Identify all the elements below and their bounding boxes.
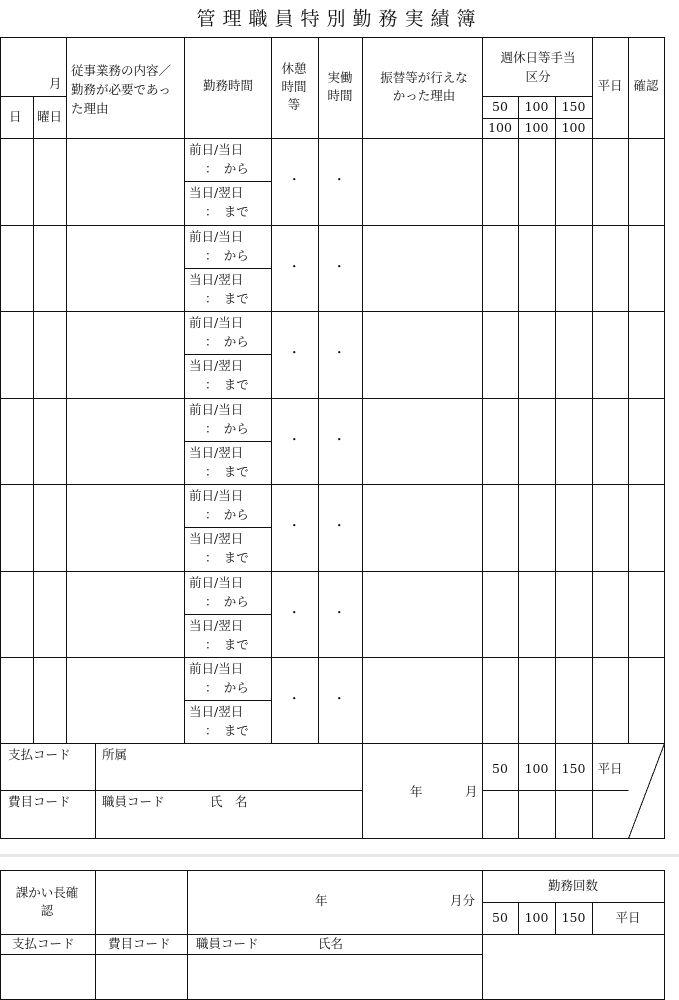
break-dot-2: ・	[288, 259, 301, 274]
name-label: 氏 名	[210, 794, 248, 809]
confirm-header: 確認	[633, 78, 659, 93]
rate2-100c: 100	[561, 120, 586, 135]
from-time-1: ： から	[205, 161, 249, 176]
page-title: 管理職員特別勤務実績簿	[196, 8, 483, 30]
to-time-5: ： まで	[205, 550, 249, 565]
to-label-7: 当日/翌日	[189, 704, 244, 719]
actual-dot-4: ・	[333, 432, 346, 447]
bottom-weekday: 平日	[615, 910, 641, 925]
bottom-name-label: 氏名	[318, 936, 344, 951]
bottom-rate-150: 150	[561, 910, 586, 925]
from-time-2: ： から	[205, 248, 249, 263]
footer-year-label: 年	[410, 784, 423, 799]
from-time-6: ： から	[205, 594, 249, 609]
break-dot-7: ・	[288, 691, 301, 706]
bottom-rate-100: 100	[524, 910, 549, 925]
rate2-100b: 100	[524, 120, 549, 135]
break-header: 休憩時間等	[281, 61, 307, 112]
to-time-7: ： まで	[205, 723, 249, 738]
to-label-3: 当日/翌日	[189, 358, 244, 373]
from-time-5: ： から	[205, 507, 249, 522]
rate-100: 100	[524, 99, 549, 114]
from-label-5: 前日/当日	[189, 488, 244, 503]
from-label-1: 前日/当日	[189, 142, 244, 157]
from-label-4: 前日/当日	[189, 402, 244, 417]
footer-weekday: 平日	[597, 761, 623, 776]
to-time-1: ： まで	[205, 204, 249, 219]
to-time-3: ： まで	[205, 377, 249, 392]
to-label-6: 当日/翌日	[189, 618, 244, 633]
bottom-expense-code-label: 費目コード	[108, 936, 171, 951]
from-label-3: 前日/当日	[189, 315, 244, 330]
to-label-1: 当日/翌日	[189, 185, 244, 200]
actual-dot-6: ・	[333, 605, 346, 620]
from-label-7: 前日/当日	[189, 661, 244, 676]
footer-rate-50: 50	[492, 761, 508, 776]
month-label: 月	[49, 76, 62, 91]
from-label-2: 前日/当日	[189, 229, 244, 244]
break-dot-3: ・	[288, 345, 301, 360]
chief-confirm-label: 課かい長確認	[15, 885, 79, 918]
from-time-4: ： から	[205, 421, 249, 436]
payment-code-label: 支払コード	[8, 747, 71, 762]
weekday-col-header: 平日	[597, 78, 623, 93]
to-time-2: ： まで	[205, 291, 249, 306]
to-time-6: ： まで	[205, 637, 249, 652]
staff-code-label: 職員コード	[102, 794, 165, 809]
bottom-staff-code-label: 職員コード	[196, 936, 259, 951]
duty-reason-header: 従事業務の内容／勤務が必要であった理由	[71, 63, 172, 116]
day-label: 日	[9, 109, 22, 124]
footer-rate-100: 100	[524, 761, 549, 776]
actual-dot-3: ・	[333, 345, 346, 360]
actual-dot-1: ・	[333, 172, 346, 187]
bottom-payment-code-label: 支払コード	[12, 936, 75, 951]
break-dot-4: ・	[288, 432, 301, 447]
bottom-rate-50: 50	[492, 910, 508, 925]
to-label-5: 当日/翌日	[189, 531, 244, 546]
from-label-6: 前日/当日	[189, 575, 244, 590]
bottom-month-label: 月分	[450, 893, 476, 908]
page-divider	[0, 854, 679, 857]
weekday-label: 曜日	[37, 109, 63, 124]
to-label-4: 当日/翌日	[189, 445, 244, 460]
work-count-label: 勤務回数	[547, 878, 598, 893]
affiliation-label: 所属	[102, 747, 128, 762]
work-hours-header: 勤務時間	[202, 78, 253, 93]
rate-50: 50	[492, 99, 508, 114]
from-time-3: ： から	[205, 334, 249, 349]
actual-dot-2: ・	[333, 259, 346, 274]
actual-dot-7: ・	[333, 691, 346, 706]
footer-rate-150: 150	[561, 761, 586, 776]
footer-month-label: 月	[465, 784, 478, 799]
no-substitute-reason-header: 振替等が行えなかった理由	[380, 70, 468, 103]
actual-header: 実働時間	[327, 70, 353, 103]
break-dot-5: ・	[288, 518, 301, 533]
bottom-year-label: 年	[315, 893, 328, 908]
expense-code-label: 費目コード	[8, 794, 71, 809]
weekly-holiday-header: 週休日等手当区分	[500, 50, 576, 84]
actual-dot-5: ・	[333, 518, 346, 533]
to-label-2: 当日/翌日	[189, 272, 244, 287]
to-time-4: ： まで	[205, 464, 249, 479]
break-dot-1: ・	[288, 172, 301, 187]
break-dot-6: ・	[288, 605, 301, 620]
rate2-100a: 100	[488, 120, 512, 135]
from-time-7: ： から	[205, 680, 249, 695]
rate-150: 150	[561, 99, 586, 114]
